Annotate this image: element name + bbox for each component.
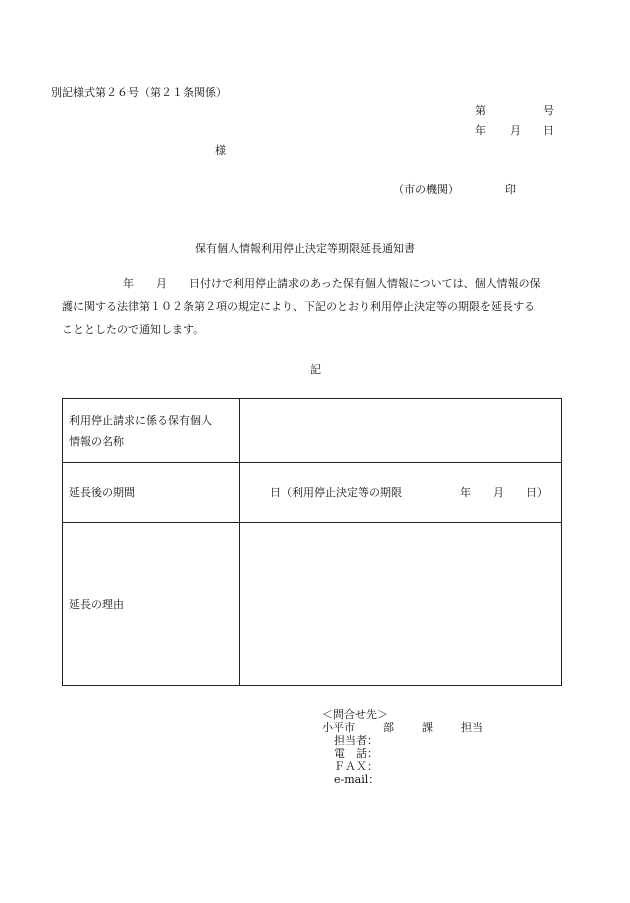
row-label-reason: 延長の理由 [63,523,240,686]
ki-heading: 記 [310,363,321,376]
date-month: 月 [510,124,521,137]
row-label-info-name: 利用停止請求に係る保有個人 情報の名称 [63,399,240,463]
period-day-close: 日） [526,485,548,499]
body-year: 年 [123,277,134,290]
table-row [63,399,562,463]
info-name-value[interactable] [240,399,562,463]
issuer-label: （市の機関） [393,183,459,196]
reason-value[interactable] [240,523,562,686]
table-row [63,523,562,686]
date-day: 日 [543,124,554,137]
form-header: 別記様式第２６号（第２１条関係） [51,86,227,99]
period-day-text: 日（利用停止決定等の期限 [270,485,402,499]
body-line-3: こととしたので通知します。 [62,323,205,336]
contact-phone: 電 話： [334,747,378,760]
body-month: 月 [156,277,167,290]
contact-email: e-mail： [334,773,380,786]
body-paragraph [62,272,572,341]
body-line-1-text: 日付けで利用停止請求のあった保有個人情報については、個人情報の保 [189,277,541,290]
record-table [62,398,562,686]
addressee-suffix: 様 [215,144,226,157]
extended-period-value[interactable] [240,463,562,523]
document-title: 保有個人情報利用停止決定等期限延長通知書 [195,242,415,255]
date-year: 年 [475,124,486,137]
table-row [63,463,562,523]
seal-mark: 印 [505,183,516,196]
doc-number-suffix: 号 [543,104,554,117]
contact-heading: ＜問合せ先＞ [322,708,388,721]
body-line-1 [62,272,572,295]
contact-block [322,708,483,786]
contact-person: 担当者： [334,734,378,747]
doc-number-prefix: 第 [475,104,486,117]
contact-fax: ＦＡＸ： [334,760,378,773]
contact-department-line: 小平市 部 課 担当 [322,721,483,734]
row-label-extended-period: 延長後の期間 [63,463,240,523]
period-year: 年 [460,485,471,499]
period-month: 月 [493,485,504,499]
body-line-2: 護に関する法律第１０２条第２項の規定により、下記のとおり利用停止決定等の期限を延長する [62,300,535,313]
